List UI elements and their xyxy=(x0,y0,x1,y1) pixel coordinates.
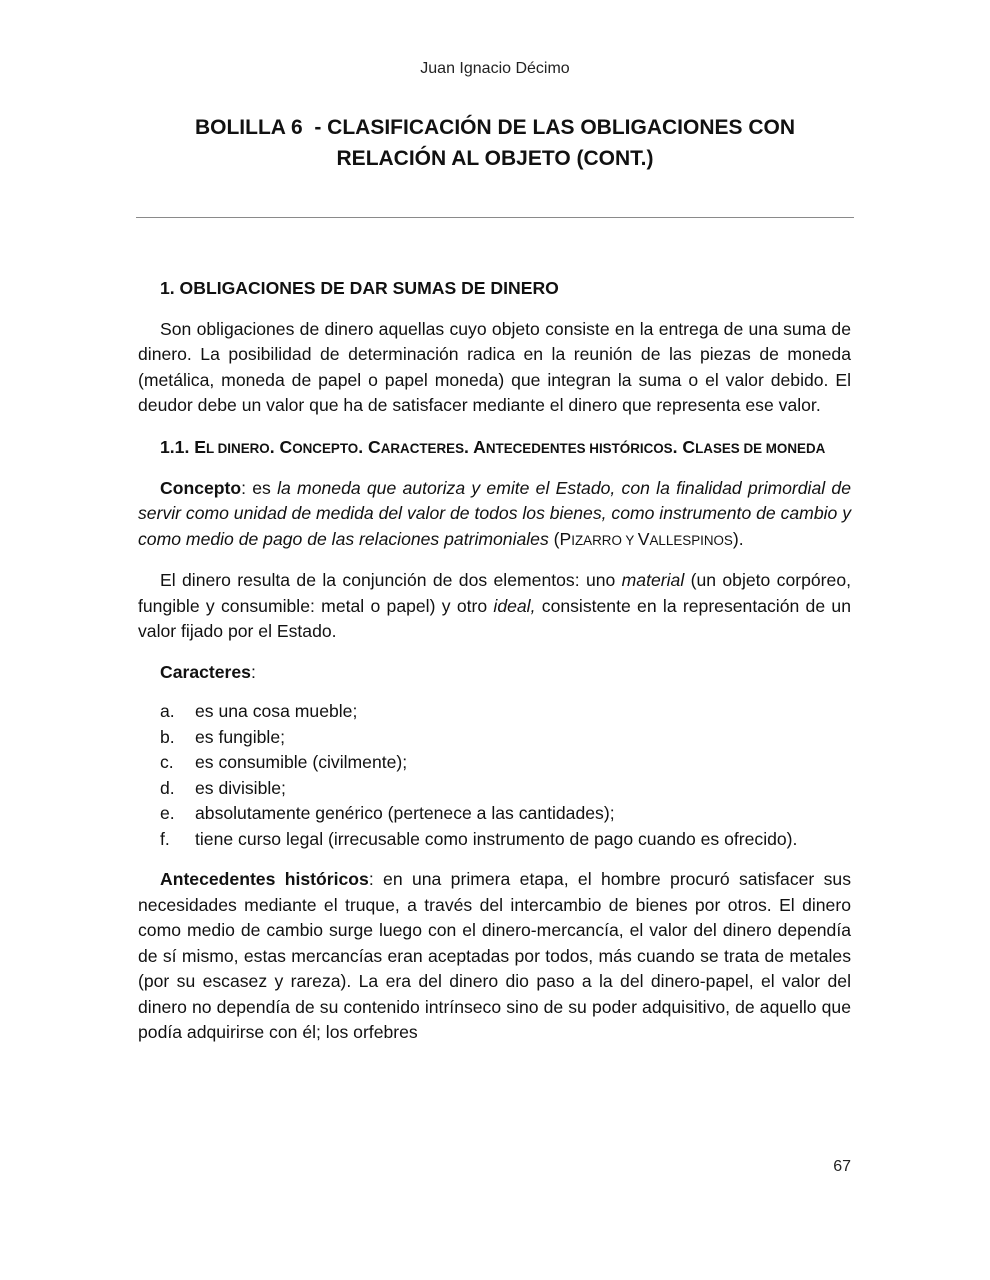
citation-initial-v: V xyxy=(637,528,650,549)
chapter-title-line-2: RELACIÓN AL OBJETO (CONT.) xyxy=(336,147,654,170)
list-marker: e. xyxy=(160,803,175,823)
running-header: Juan Ignacio Décimo xyxy=(420,60,570,77)
elementos-ideal: ideal, xyxy=(493,595,536,616)
chapter-title xyxy=(138,112,852,174)
heading-part: L DINERO xyxy=(205,440,270,456)
caracteres-heading xyxy=(138,660,851,686)
heading-part: . C xyxy=(358,436,381,457)
list-item xyxy=(138,801,851,827)
list-item-text: tiene curso legal (irrecusable como instrumento de pago cuando es ofrecido). xyxy=(195,828,798,849)
list-item xyxy=(138,827,851,853)
list-item xyxy=(138,725,851,751)
body-text xyxy=(138,276,851,1046)
list-marker: a. xyxy=(160,701,175,721)
citation-rest-1: IZARRO Y xyxy=(571,532,638,548)
caracteres-colon: : xyxy=(250,661,256,682)
page-number: 67 xyxy=(833,1158,851,1175)
chapter-title-line-1: BOLILLA 6 - CLASIFICACIÓN DE LAS OBLIGACIONES CON xyxy=(194,116,796,139)
citation-rest-2: ALLESPINOS xyxy=(649,532,733,548)
heading-part: . C xyxy=(672,436,696,457)
title-divider xyxy=(136,217,854,218)
heading-part: . C xyxy=(269,436,293,457)
caracteres-list xyxy=(138,699,851,852)
elementos-text: (un objeto corpóreo, fungible y consumible: metal o papel) y otro xyxy=(138,570,851,616)
paragraph-elementos xyxy=(138,568,851,645)
elementos-text: consistente en la representación de un valor fijado por el Estado. xyxy=(138,595,851,641)
citation-open: ( xyxy=(548,528,560,549)
citation-close: ). xyxy=(732,528,744,549)
concepto-connector: : es xyxy=(241,477,278,498)
heading-part: 1.1. E xyxy=(160,436,206,457)
list-item xyxy=(138,750,851,776)
antecedentes-label: Antecedentes históricos xyxy=(160,869,369,889)
elementos-text: El dinero resulta de la conjunción de dos elementos: uno xyxy=(160,570,622,590)
list-marker: d. xyxy=(160,777,175,798)
list-item xyxy=(138,776,851,802)
heading-part: . A xyxy=(464,436,486,457)
section-heading-1: 1. OBLIGACIONES DE DAR SUMAS DE DINERO xyxy=(160,278,559,298)
list-item-text: es una cosa mueble; xyxy=(195,701,358,721)
concepto-label: Concepto xyxy=(160,477,242,498)
antecedentes-text: : en una primera etapa, el hombre procuró satisfacer sus necesidades mediante el truque, a través del intercambio de bienes por otros. El dinero como medio de cambio surge luego con el dinero-mercancía, el valor del dinero dependía de sí mismo, estas mercancías eran aceptadas por todos, más cuando se trata de metales (por su escasez y rareza). La era del dinero dio paso a la del dinero-papel, el valor del dinero no dependía de su contenido intrínseco sino de su poder adquisitivo, de aquello que podía adquirirse con él; los orfebres xyxy=(138,869,852,1042)
list-marker: c. xyxy=(160,752,174,772)
list-item-text: es consumible (civilmente); xyxy=(195,752,408,772)
list-item-text: es divisible; xyxy=(195,777,286,798)
heading-part: ARACTERES xyxy=(380,440,465,456)
paragraph-definition: Son obligaciones de dinero aquellas cuyo objeto consiste en la entrega de una suma de dinero. La posibilidad de determinación radica en la reunión de las piezas de moneda (metálica, moneda de papel o papel moneda) que integran la suma o el valor debido. El deudor debe un valor que ha de satisfacer mediante el dinero que representa ese valor. xyxy=(138,318,851,415)
list-item-text: es fungible; xyxy=(195,726,285,747)
list-marker: f. xyxy=(160,828,170,849)
citation-initial-p: P xyxy=(559,528,572,549)
heading-part: LASES DE MONEDA xyxy=(695,440,826,456)
heading-part: ONCEPTO xyxy=(292,440,359,456)
list-marker: b. xyxy=(160,726,175,747)
list-item xyxy=(138,699,851,725)
concepto-definition: la moneda que autoriza y emite el Estado, con la finalidad primordial de servir como unidad de medida del valor de todos los bienes, como instrumento de cambio y como medio de pago de las relaciones patrimoniales xyxy=(138,477,851,549)
paragraph-concepto xyxy=(138,476,851,554)
heading-part: NTECEDENTES HISTÓRICOS xyxy=(485,440,673,456)
elementos-material: material xyxy=(621,570,685,590)
caracteres-label: Caracteres xyxy=(160,661,251,682)
section-heading-1-1 xyxy=(138,434,851,462)
list-item-text: absolutamente genérico (pertenece a las cantidades); xyxy=(195,803,615,823)
paragraph-antecedentes xyxy=(138,867,851,1046)
